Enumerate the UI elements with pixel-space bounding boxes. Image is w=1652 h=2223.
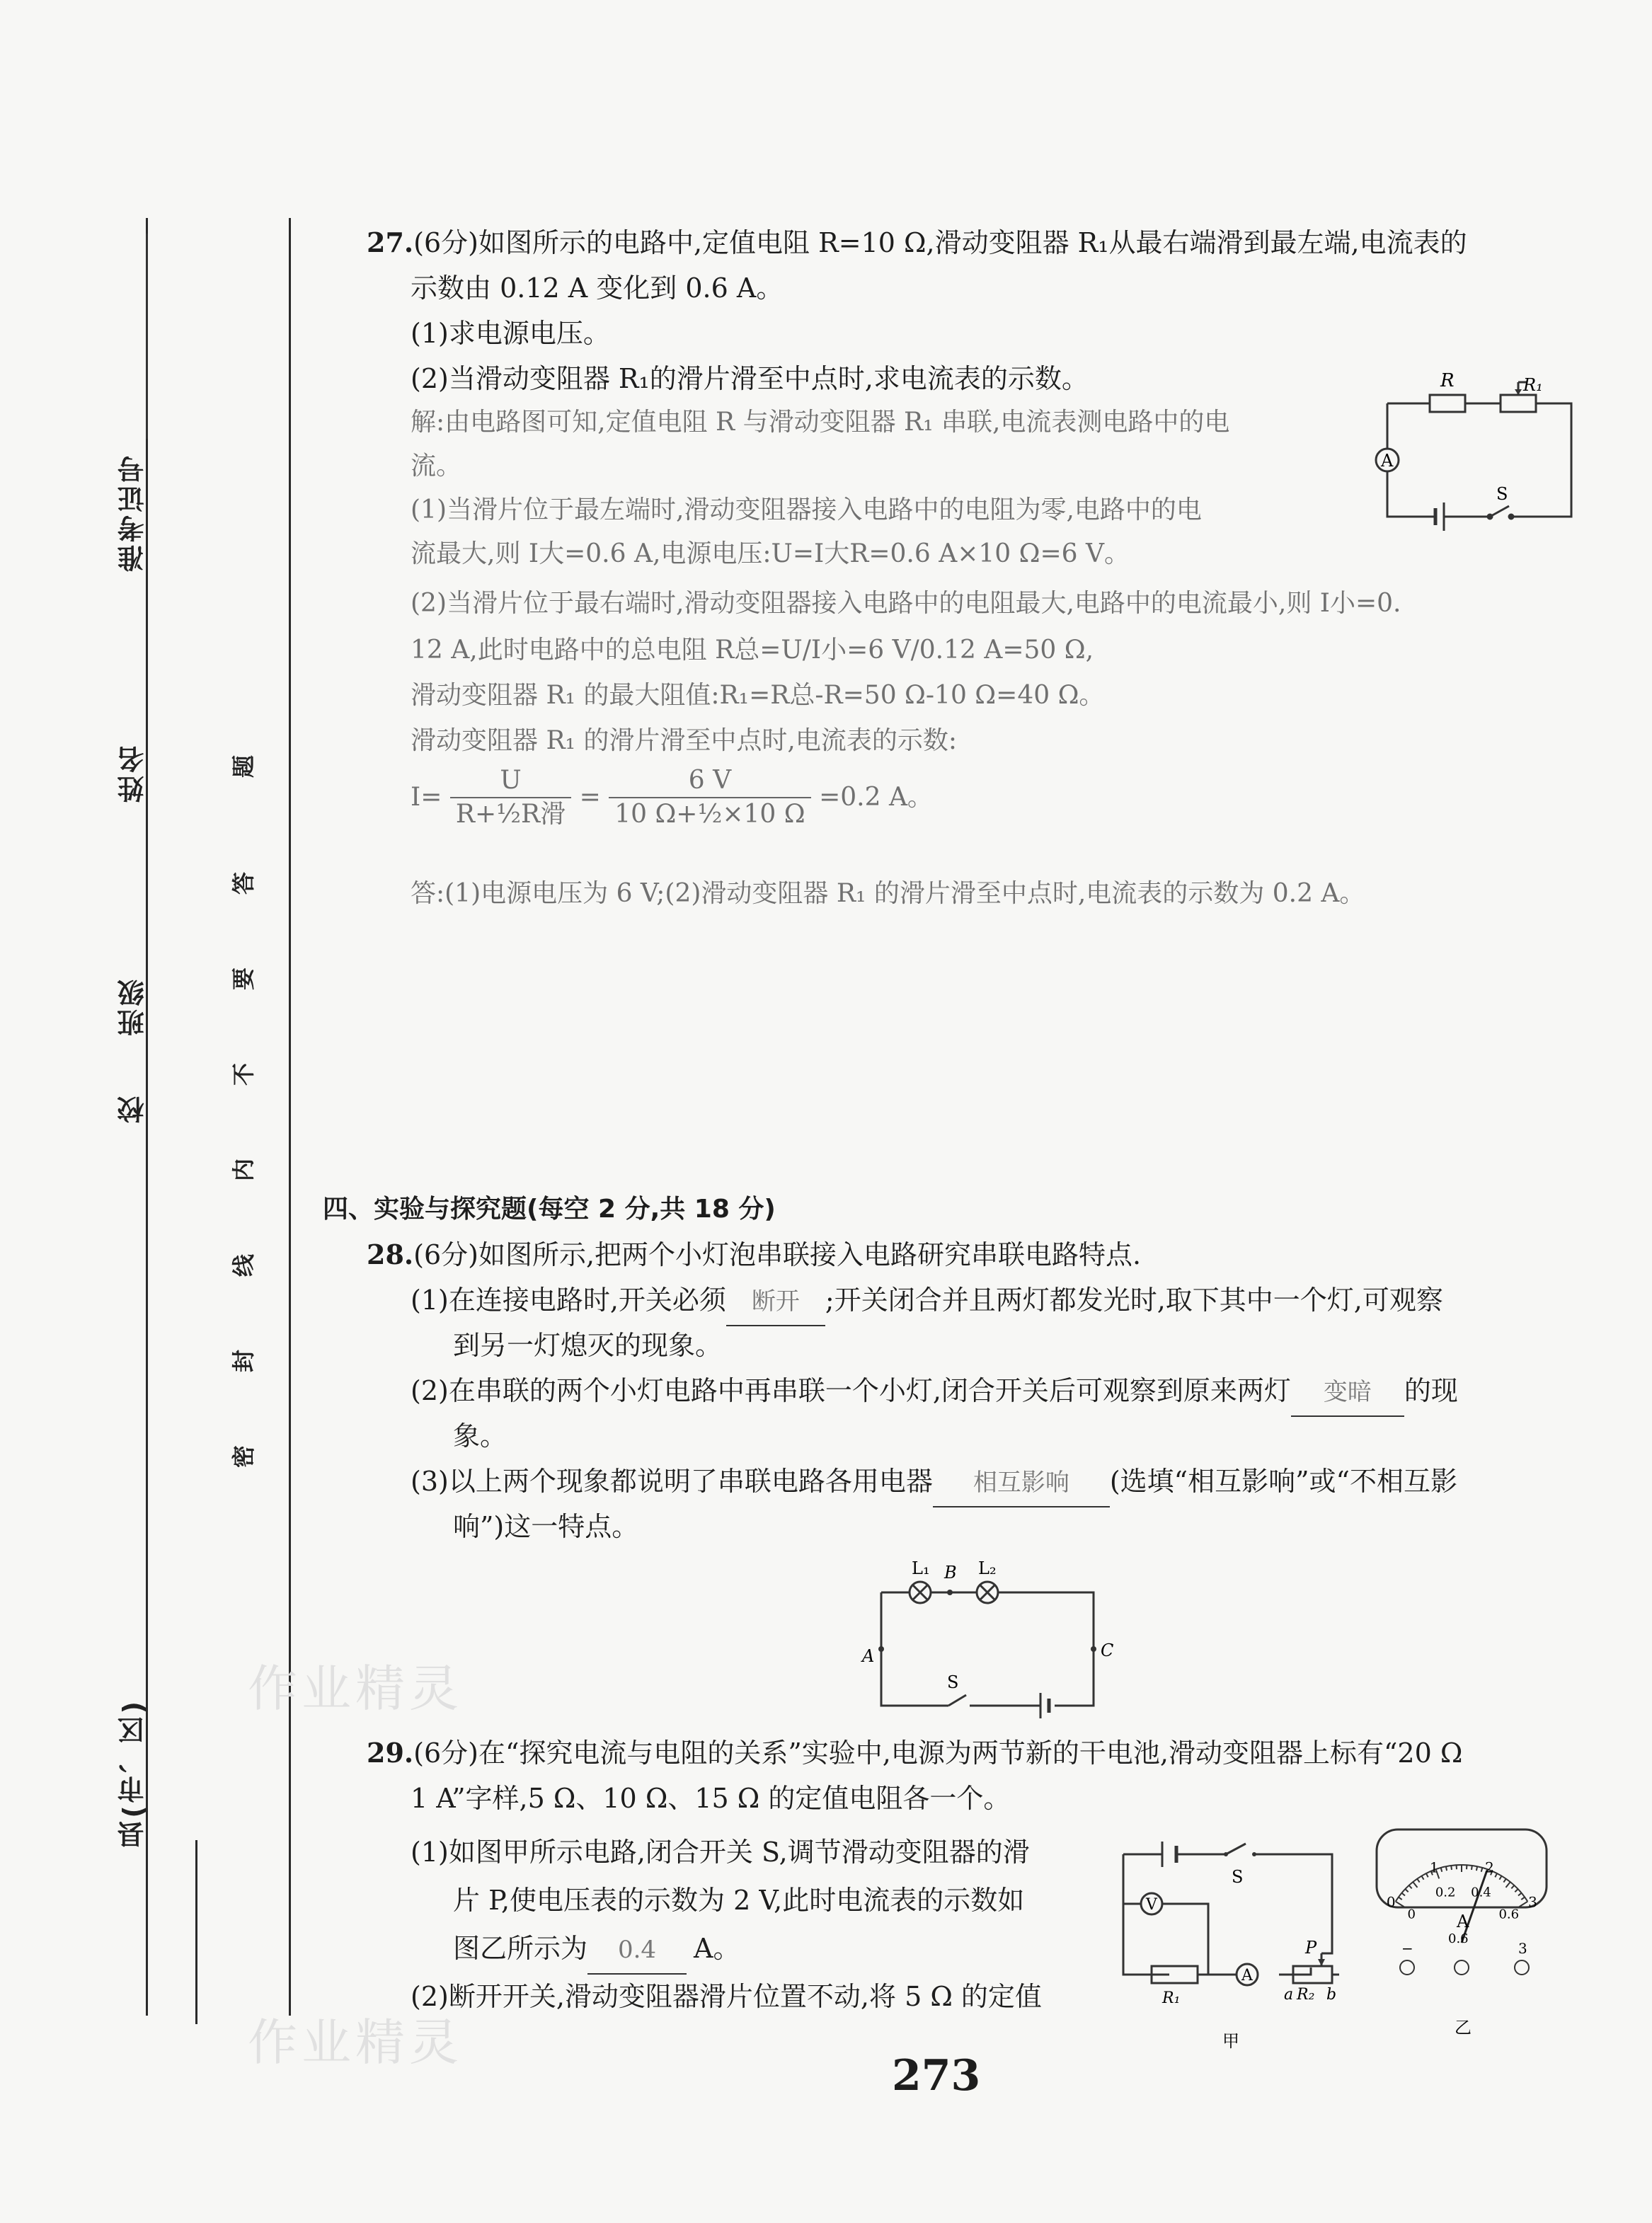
formula-lhs: I= — [411, 783, 442, 812]
q29-circuit-jia — [1120, 1826, 1346, 2051]
q28-s1b: ;开关闭合并且两灯都发光时,取下其中一个灯,可观察 — [825, 1285, 1443, 1316]
label-r2: R₂ — [1297, 1986, 1315, 2004]
seal-char: 内 — [230, 1158, 258, 1182]
formula-num1: U — [450, 764, 571, 798]
tick-top-0: 0 — [1386, 1893, 1396, 1911]
seal-char: 题 — [230, 754, 258, 779]
q27-number: 27. — [367, 226, 414, 258]
meter-unit: A — [1457, 1912, 1469, 1931]
q29-sub1: (1)如图甲所示电路,闭合开关 S,调节滑动变阻器的滑 — [411, 1837, 1030, 1868]
terminal-knob — [1400, 1960, 1414, 1975]
label-b-end: b — [1326, 1986, 1337, 2004]
meter-tick — [1495, 1873, 1497, 1877]
meter-tick — [1399, 1897, 1402, 1900]
seal-char: 密 — [230, 1444, 258, 1469]
q27-formula — [411, 764, 933, 831]
seal-char: 封 — [230, 1349, 258, 1373]
label-switch: S — [1496, 484, 1508, 504]
q27-sol1: 解:由电路图可知,定值电阻 R 与滑动变阻器 R₁ 串联,电流表测电路中的电 — [411, 408, 1230, 437]
meter-tick — [1426, 1873, 1428, 1877]
q27-sol4: 流最大,则 I大=0.6 A,电源电压:U=I大R=0.6 A×10 Ω=6 V。 — [411, 539, 1130, 568]
seal-char: 不 — [230, 1062, 258, 1086]
terminal-knob — [1515, 1960, 1529, 1975]
q28-number: 28. — [367, 1239, 414, 1270]
meter-tick — [1515, 1889, 1518, 1892]
label-s: S — [1232, 1867, 1244, 1887]
meter-tick — [1405, 1889, 1408, 1892]
q29-sub1-c — [453, 1925, 740, 1975]
meter-tick — [1511, 1885, 1514, 1888]
watermark: 作业精灵 — [248, 2014, 463, 2072]
formula-den1: R+½R滑 — [455, 800, 566, 829]
margin-line-inner — [289, 218, 291, 2016]
q29-line1 — [367, 1730, 1462, 1776]
label-b: B — [944, 1563, 957, 1582]
q27-sol7: 滑动变阻器 R₁ 的最大阻值:R₁=R总-R=50 Ω-10 Ω=40 Ω。 — [411, 681, 1105, 710]
tick-bottom-3: 0.6 — [1498, 1907, 1520, 1922]
q28-sub3-cont: 响”)这一特点。 — [453, 1511, 639, 1542]
page-number: 273 — [892, 2051, 981, 2101]
formula-eq: = — [579, 783, 601, 812]
formula-fraction-2 — [609, 764, 810, 831]
label-r1: R₁ — [1523, 375, 1543, 395]
q27-sol5: (2)当滑片位于最右端时,滑动变阻器接入电路中的电阻最大,电路中的电流最小,则 I小=0. — [411, 589, 1401, 618]
meter-tick — [1476, 1866, 1477, 1871]
switch-blade — [1226, 1844, 1246, 1854]
tick-bottom-1: 0.2 — [1435, 1885, 1456, 1900]
q29-ammeter-face — [1373, 1822, 1571, 2038]
exam-id-underline — [146, 234, 148, 439]
q28-s3b: (选填“相互影响”或“不相互影 — [1109, 1466, 1457, 1497]
formula-den2: 10 Ω+½×10 Ω — [614, 800, 805, 829]
fig-jia-label: 甲 — [1222, 2031, 1239, 2051]
meter-tick — [1451, 1866, 1452, 1870]
terminal-negative: − — [1401, 1940, 1413, 1957]
q28-line1 — [367, 1231, 1141, 1278]
meter-tick — [1481, 1868, 1483, 1872]
q27-sol3: (1)当滑片位于最左端时,滑动变阻器接入电路中的电阻为零,电路中的电 — [411, 495, 1202, 524]
watermark: 作业精灵 — [248, 1660, 463, 1718]
name-label: 姓名 — [117, 743, 149, 803]
q29-stem: (6分)在“探究电流与电阻的关系”实验中,电源为两节新的干电池,滑动变阻器上标有“20 Ω — [413, 1737, 1463, 1769]
meter-tick — [1413, 1882, 1417, 1888]
label-c: C — [1101, 1641, 1114, 1660]
seal-char: 线 — [230, 1253, 258, 1277]
q27-sub2: (2)当滑动变阻器 R₁的滑片滑至中点时,求电流表的示数。 — [411, 363, 1089, 394]
q28-blank-3[interactable]: 相互影响 — [933, 1459, 1110, 1507]
label-ammeter: A — [1241, 1967, 1253, 1984]
meter-tick — [1396, 1902, 1404, 1907]
tick-top-2: 2 — [1485, 1859, 1494, 1876]
meter-tick — [1401, 1893, 1405, 1896]
formula-num2: 6 V — [609, 764, 810, 798]
label-v: V — [1146, 1896, 1157, 1914]
rheostat-r1 — [1501, 395, 1536, 412]
q28-circuit-diagram — [862, 1550, 1114, 1727]
q28-sub1 — [411, 1277, 1443, 1326]
margin-line-right — [195, 1840, 197, 2024]
q29-sub1-b: 片 P,使电压表的示数为 2 V,此时电流表的示数如 — [453, 1885, 1025, 1916]
meter-tick — [1441, 1868, 1442, 1872]
terminal-knob — [1455, 1960, 1469, 1975]
q28-sub3 — [411, 1458, 1457, 1507]
q28-stem: (6分)如图所示,把两个小灯泡串联接入电路研究串联电路特点. — [413, 1239, 1142, 1270]
q28-s2b: 的现 — [1404, 1375, 1458, 1406]
q27-line1 — [367, 219, 1467, 266]
q28-s2a: (2)在串联的两个小灯电路中再串联一个小灯,闭合开关后可观察到原来两灯 — [411, 1375, 1291, 1406]
q28-sub1-cont: 到另一灯熄灭的现象。 — [453, 1330, 723, 1361]
school-label: 校 — [117, 1093, 149, 1123]
meter-tick — [1521, 1897, 1525, 1900]
section-4-title: 四、实验与探究题(每空 2 分,共 18 分) — [323, 1195, 776, 1224]
q28-s3a: (3)以上两个现象都说明了串联电路各用电器 — [411, 1466, 933, 1497]
formula-fraction-1 — [450, 764, 571, 831]
meter-tick — [1518, 1893, 1522, 1896]
meter-tick — [1446, 1866, 1447, 1871]
seal-char: 答 — [230, 871, 258, 895]
q29-blank-1[interactable]: 0.4 — [587, 1926, 687, 1975]
q27-answer: 答:(1)电源电压为 6 V;(2)滑动变阻器 R₁ 的滑片滑至中点时,电流表的示数为 0.2 A。 — [411, 879, 1365, 908]
tick-bottom-2: 0.4 — [1471, 1885, 1491, 1900]
q29-s1c: 图乙所示为 — [453, 1933, 588, 1964]
q27-stem: (6分)如图所示的电路中,定值电阻 R=10 Ω,滑动变阻器 R₁从最右端滑到最左端,电流表的 — [413, 227, 1467, 258]
terminal-0-6: 0.6 — [1448, 1931, 1469, 1946]
meter-tick — [1409, 1885, 1412, 1888]
formula-result: =0.2 A。 — [819, 783, 933, 812]
q27-sub1: (1)求电源电压。 — [411, 318, 610, 349]
county-label: 县(市、区) — [117, 1699, 149, 1848]
label-r1: R₁ — [1162, 1989, 1181, 2007]
fig-yi-label: 乙 — [1455, 2018, 1472, 2038]
q27-sol2: 流。 — [411, 452, 462, 481]
label-s: S — [947, 1672, 959, 1692]
meter-tick — [1417, 1879, 1419, 1883]
q27-circuit-diagram — [1359, 361, 1585, 524]
meter-tick — [1421, 1876, 1423, 1880]
label-l2: L₂ — [978, 1558, 997, 1578]
meter-tick — [1519, 1902, 1527, 1907]
q29-s1d: A。 — [694, 1933, 740, 1964]
label-a-end: a — [1284, 1986, 1294, 2004]
meter-tick — [1505, 1882, 1510, 1888]
terminal-3: 3 — [1518, 1940, 1527, 1957]
resistor-r — [1430, 395, 1465, 412]
q27-sol6: 12 A,此时电路中的总电阻 R总=U/I小=6 V/0.12 A=50 Ω, — [411, 636, 1094, 665]
q28-blank-1[interactable]: 断开 — [726, 1278, 825, 1326]
switch-blade — [1490, 506, 1509, 517]
label-ammeter: A — [1381, 451, 1394, 471]
q28-sub2-cont: 象。 — [453, 1420, 507, 1452]
q27-line2: 示数由 0.12 A 变化到 0.6 A。 — [411, 272, 784, 304]
tick-top-3: 3 — [1528, 1893, 1537, 1911]
label-r: R — [1440, 370, 1455, 391]
q29-line2: 1 A”字样,5 Ω、10 Ω、15 Ω 的定值电阻各一个。 — [411, 1783, 1011, 1814]
q29-number: 29. — [367, 1737, 414, 1769]
exam-id-label: 准考证号 — [117, 453, 149, 572]
label-a: A — [862, 1646, 875, 1666]
switch-blade — [948, 1695, 966, 1706]
q28-s1a: (1)在连接电路时,开关必须 — [411, 1285, 726, 1316]
tick-top-1: 1 — [1429, 1859, 1439, 1876]
label-l1: L₁ — [912, 1558, 930, 1578]
tick-bottom-0: 0 — [1407, 1907, 1416, 1922]
label-p: P — [1305, 1938, 1317, 1958]
seal-char: 要 — [230, 967, 258, 991]
class-label: 班级 — [117, 977, 149, 1036]
q28-sub2 — [411, 1367, 1458, 1417]
meter-tick — [1499, 1876, 1501, 1880]
q28-blank-2[interactable]: 变暗 — [1291, 1369, 1404, 1417]
q29-sub2: (2)断开开关,滑动变阻器滑片位置不动,将 5 Ω 的定值 — [411, 1981, 1042, 2012]
q27-sol8: 滑动变阻器 R₁ 的滑片滑至中点时,电流表的示数: — [411, 726, 957, 755]
meter-tick — [1503, 1879, 1505, 1883]
